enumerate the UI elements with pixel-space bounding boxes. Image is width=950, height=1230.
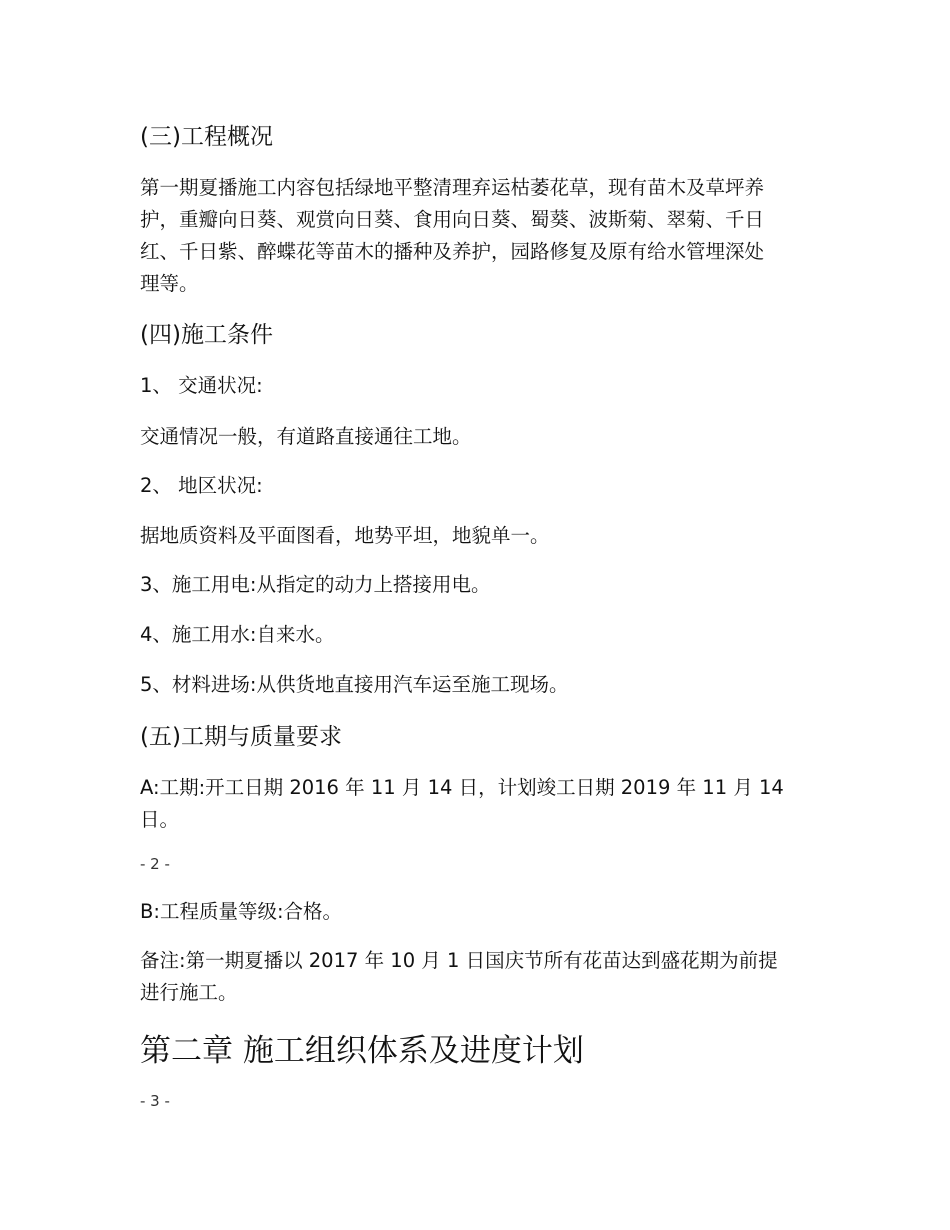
schedule-line-2: 日。 (140, 808, 180, 831)
chapter-title: 第二章 施工组织体系及进度计划 (140, 1033, 584, 1069)
quality-grade-text: B:工程质量等级:合格。 (140, 900, 343, 923)
overview-line-4: 理等。 (140, 272, 199, 295)
overview-line-1: 第一期夏播施工内容包括绿地平整清理弃运枯萎花草，现有苗木及草坪养 (140, 176, 765, 199)
schedule-line-1: A:工期:开工日期 2016 年 11 月 14 日，计划竣工日期 2019 年 11 月 14 (140, 776, 784, 799)
note-paragraph (140, 945, 820, 1009)
traffic-label: 1、 交通状况: (140, 374, 263, 397)
water-supply-text: 4、施工用水:自来水。 (140, 623, 335, 646)
page-number: - 3 - (140, 1092, 170, 1110)
power-supply-text: 3、施工用电:从指定的动力上搭接用电。 (140, 573, 491, 596)
page-number: - 2 - (140, 855, 170, 873)
section-heading-conditions: (四)施工条件 (140, 322, 273, 348)
note-line-1: 备注:第一期夏播以 2017 年 10 月 1 日国庆节所有花苗达到盛花期为前提 (140, 949, 778, 972)
section-heading-schedule-quality: (五)工期与质量要求 (140, 724, 342, 750)
area-text: 据地质资料及平面图看，地势平坦，地貌单一。 (140, 524, 550, 547)
overview-paragraph (140, 172, 820, 300)
overview-line-2: 护，重瓣向日葵、观赏向日葵、食用向日葵、蜀葵、波斯菊、翠菊、千日 (140, 208, 765, 231)
section-heading-overview: (三)工程概况 (140, 124, 273, 150)
schedule-paragraph (140, 772, 820, 836)
note-line-2: 进行施工。 (140, 981, 238, 1004)
materials-text: 5、材料进场:从供货地直接用汽车运至施工现场。 (140, 673, 569, 696)
traffic-text: 交通情况一般，有道路直接通往工地。 (140, 425, 472, 448)
overview-line-3: 红、千日紫、醉蝶花等苗木的播种及养护，园路修复及原有给水管埋深处 (140, 240, 765, 263)
area-label: 2、 地区状况: (140, 474, 263, 497)
